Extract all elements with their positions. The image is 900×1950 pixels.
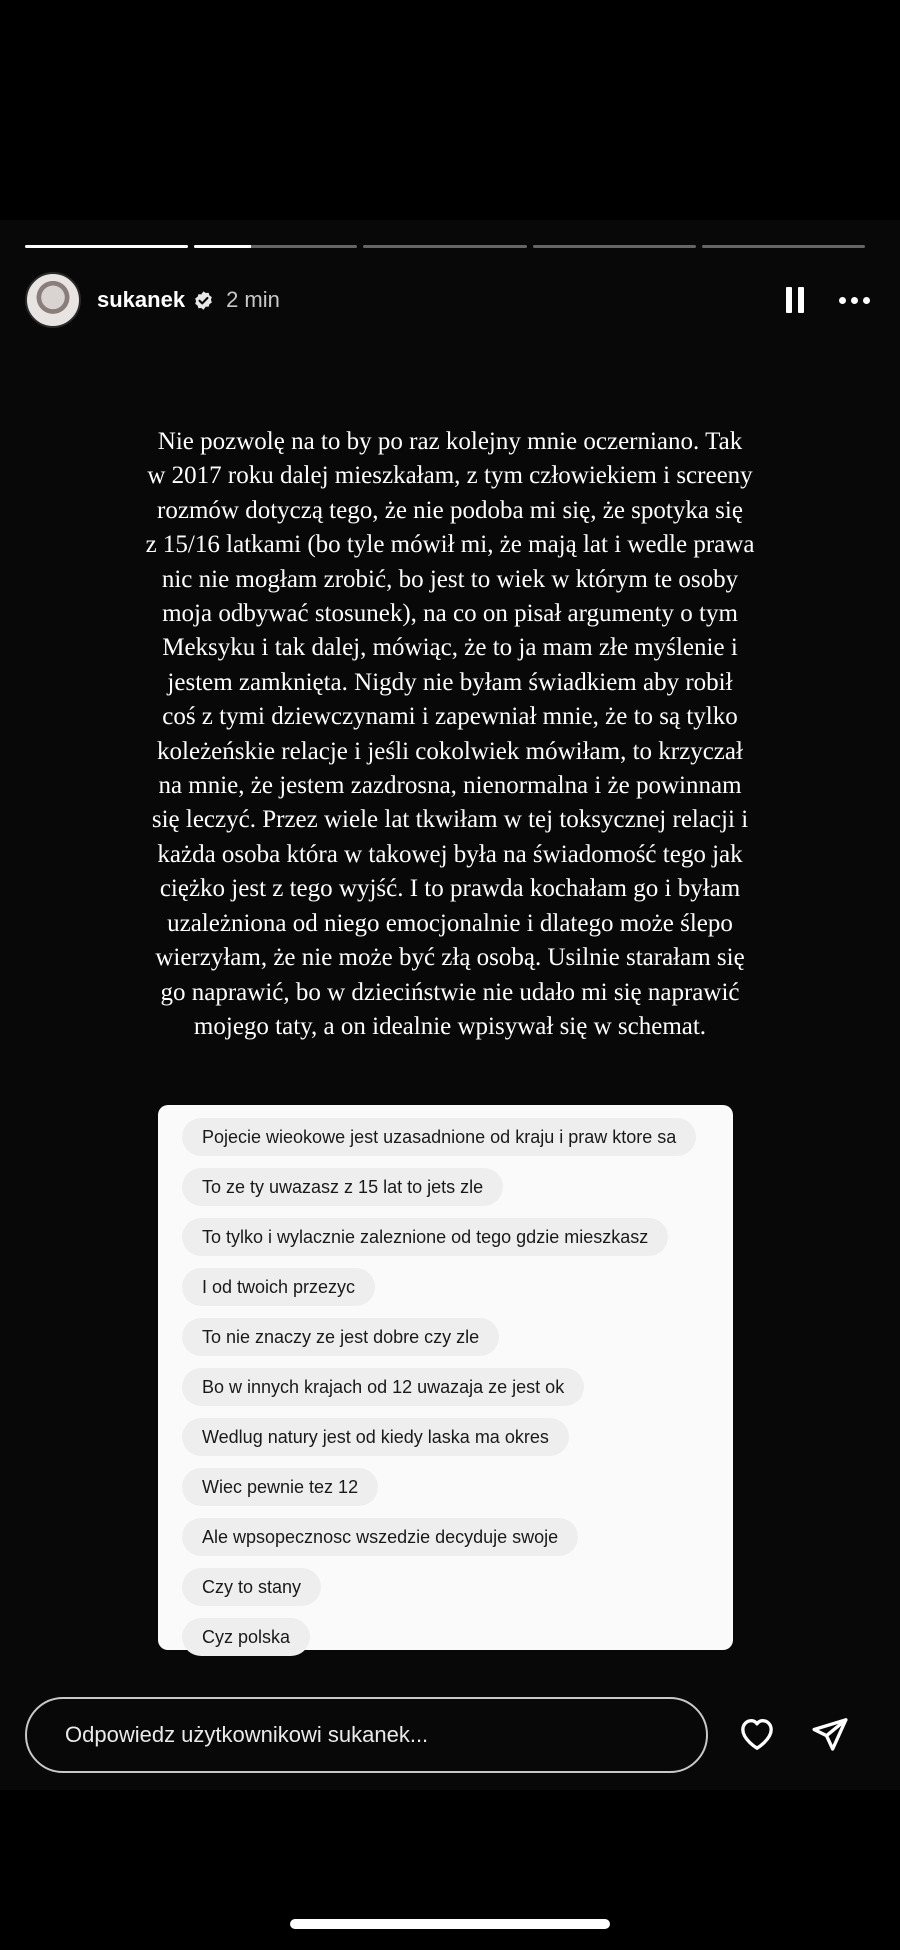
- verified-badge-icon: [193, 290, 214, 311]
- chat-message: To ze ty uwazasz z 15 lat to jets zle: [182, 1168, 503, 1206]
- home-indicator[interactable]: [290, 1919, 610, 1929]
- story-text: Nie pozwolę na to by po raz kolejny mnie oczerniano. Tak w 2017 roku dalej mieszkałam, z tym człowiekiem i screeny rozmów dotyczą tego, że nie podoba mi się, że spotyka się z 15/16 latkami (bo tyle mówił mi, że mają lat i wedle prawa nic nie mogłam zrobić, bo jest to wiek w którym te osoby moja odbywać stosunek), na co on pisał argumenty o tym Meksyku i tak dalej, mówiąc, że to ja mam złe myślenie i jestem zamknięta. Nigdy nie byłam świadkiem aby robił coś z tymi dziewczynami i zapewniał mnie, że to są tylko koleżeńskie relacje i jeśli cokolwiek mówiłam, to krzyczał na mnie, że jestem zazdrosna, nienormalna i że powinnam się leczyć. Przez wiele lat tkwiłam w tej toksycznej relacji i każda osoba która w takowej była na świadomość tego jak ciężko jest z tego wyjść. I to prawda kochałam go i byłam uzależniona od niego emocjonalnie i dlatego może ślepo wierzyłam, że nie może być złą osobą. Usilnie starałam się go naprawić, bo w dzieciństwie nie udało mi się naprawić mojego taty, a on idealnie wpisywał się w schemat.: [145, 428, 755, 1040]
- chat-screenshot: [158, 1105, 733, 1650]
- chat-message: To tylko i wylacznie zaleznione od tego gdzie mieszkasz: [182, 1218, 668, 1256]
- more-options-icon[interactable]: [839, 297, 870, 304]
- story-progress-segment-3: [363, 245, 526, 248]
- pause-icon[interactable]: [783, 287, 807, 313]
- story-progress-segment-2: [194, 245, 357, 248]
- reply-placeholder: Odpowiedz użytkownikowi sukanek...: [65, 1722, 429, 1747]
- reply-input[interactable]: [25, 1697, 708, 1773]
- chat-message: Bo w innych krajach od 12 uwazaja ze jest ok: [182, 1368, 584, 1406]
- story-progress-bars: [25, 245, 865, 248]
- chat-message: Ale wpsopecznosc wszedzie decyduje swoje: [182, 1518, 578, 1556]
- chat-message: Pojecie wieokowe jest uzasadnione od kraju i praw ktore sa: [182, 1118, 696, 1156]
- story-header: [25, 270, 870, 330]
- chat-message: To nie znaczy ze jest dobre czy zle: [182, 1318, 499, 1356]
- username[interactable]: sukanek: [97, 287, 186, 312]
- heart-icon[interactable]: [736, 1714, 778, 1754]
- chat-message: I od twoich przezyc: [182, 1268, 375, 1306]
- chat-message: Wedlug natury jest od kiedy laska ma okres: [182, 1418, 569, 1456]
- story-progress-segment-1: [25, 245, 188, 248]
- story-viewer[interactable]: [0, 220, 900, 1790]
- story-time-ago: 2 min: [226, 287, 280, 312]
- chat-message: Cyz polska: [182, 1618, 310, 1656]
- avatar[interactable]: [25, 272, 81, 328]
- chat-message: Wiec pewnie tez 12: [182, 1468, 378, 1506]
- story-progress-segment-5: [702, 245, 865, 248]
- chat-message: Czy to stany: [182, 1568, 321, 1606]
- send-icon[interactable]: [810, 1714, 850, 1754]
- story-progress-segment-4: [533, 245, 696, 248]
